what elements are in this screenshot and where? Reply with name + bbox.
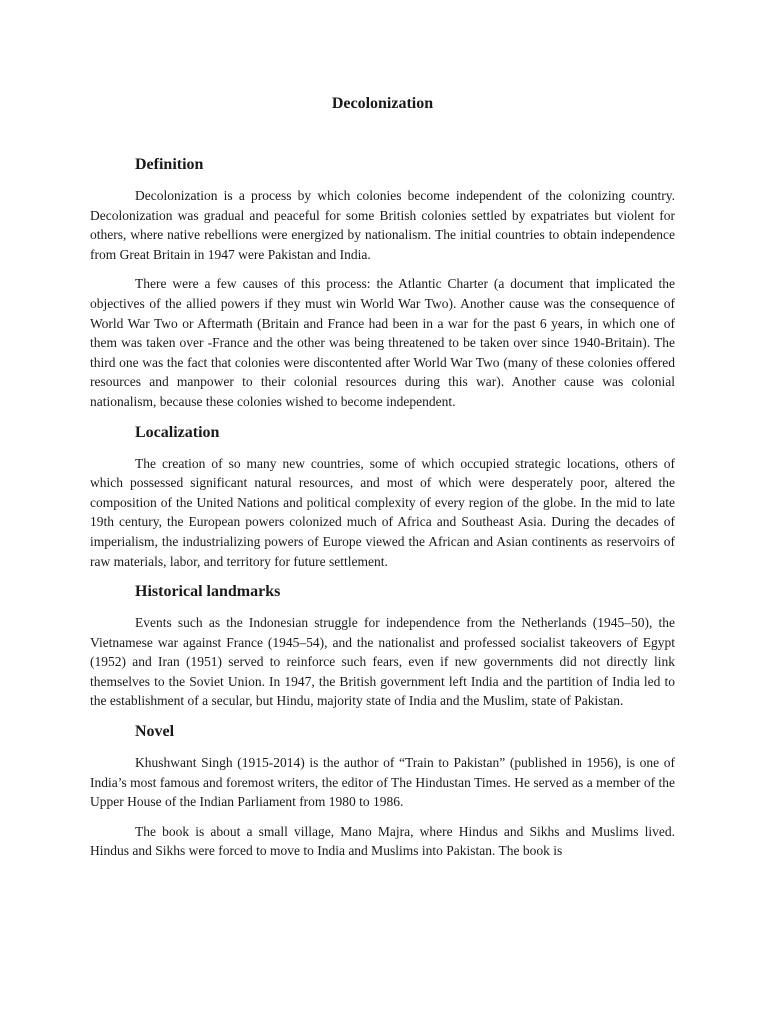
paragraph: Decolonization is a process by which colonies become independent of the colonizing country. Decolonization was gradual and peaceful for some British colonies settled by expatriates but violent for others, where native rebellions were energized by nationalism. The initial countries to obtain independence from Great Britain in 1947 were Pakistan and India. [90,188,675,262]
section-heading-novel: Novel [135,723,175,741]
section-localization [90,422,675,572]
section-heading-definition: Definition [135,156,204,173]
section-definition [90,154,675,412]
section-heading-historical-landmarks: Historical landmarks [135,583,281,601]
paragraph: There were a few causes of this process: the Atlantic Charter (a document that implicated the objectives of the allied powers if they must win World War Two). Another cause was the consequence of World War Two or Aftermath (Britain and France had been in a war for the past 6 years, in which one of them was taken over -France and the other was being threatened to be taken over since 1940-Britain). The third one was the fact that colonies were discontented after World War Two (many of these colonies offered resources and manpower to their colonial resources during this war). Another cause was colonial nationalism, because these colonies wished to become independent. [90,276,675,409]
section-heading-localization: Localization [135,423,220,441]
document-title: Decolonization [331,95,434,112]
section-historical-landmarks [90,581,675,711]
paragraph: Events such as the Indonesian struggle for independence from the Netherlands (1945–50), the Vietnamese war against France (1945–54), and the nationalist and professed socialist takeovers of Egypt (1952) and Iran (1951) served to reinforce such fears, even if new governments did not directly link themselves to the Soviet Union. In 1947, the British government left India and the partition of India led to the establishment of a secular, but Hindu, majority state of India and the Muslim, state of Pakistan. [90,615,675,709]
paragraph: The book is about a small village, Mano Majra, where Hindus and Sikhs and Muslims lived. Hindus and Sikhs were forced to move to India and Muslims into Pakistan. The book is [90,823,675,859]
section-novel [90,721,675,861]
paragraph: The creation of so many new countries, some of which occupied strategic locations, others of which possessed significant natural resources, and most of which were desperately poor, altered the composition of the United Nations and political complexity of every region of the globe. In the mid to late 19th century, the European powers colonized much of Africa and Southeast Asia. During the decades of imperialism, the industrializing powers of Europe viewed the African and Asian continents as reservoirs of raw materials, labor, and territory for future settlement. [90,455,675,569]
paragraph: Khushwant Singh (1915-2014) is the author of “Train to Pakistan” (published in 1956), is one of India’s most famous and foremost writers, the editor of The Hindustan Times. He served as a member of the Upper House of the Indian Parliament from 1980 to 1986. [90,755,675,810]
document-page [90,92,675,871]
